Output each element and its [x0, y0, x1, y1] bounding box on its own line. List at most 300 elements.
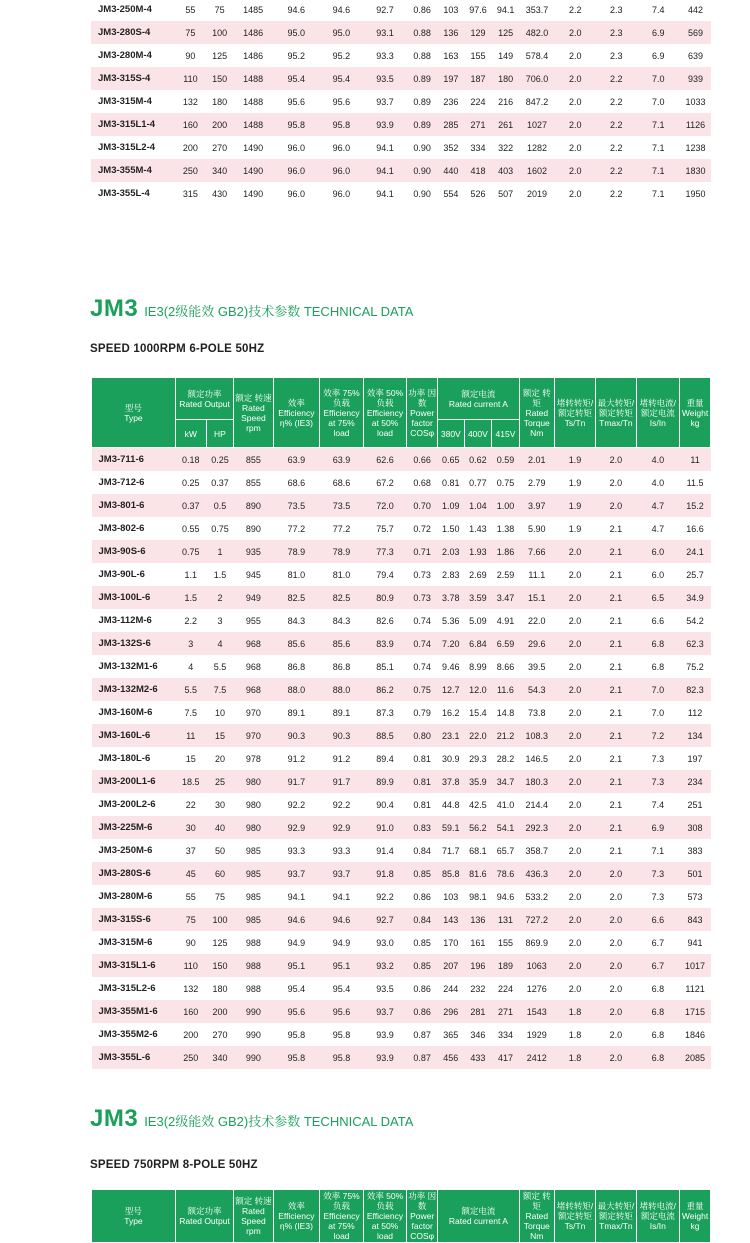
- table-cell: 2.01: [519, 448, 554, 472]
- table-cell: 87.3: [363, 701, 407, 724]
- table-cell: 131: [492, 908, 520, 931]
- table-row: [91, 136, 711, 159]
- table-cell: 1.43: [464, 517, 492, 540]
- table-cell: 0.89: [407, 113, 438, 136]
- table-cell: 2.03: [438, 540, 465, 563]
- table-cell: 1.09: [438, 494, 465, 517]
- table-row: [92, 655, 711, 678]
- header-power-factor: 功率 因数 Power factor COSφ: [408, 1191, 437, 1241]
- table-cell: 1.93: [464, 540, 492, 563]
- table-cell: 0.75: [492, 471, 520, 494]
- table-cell: 2.1: [596, 701, 636, 724]
- table-cell: 29.6: [519, 632, 554, 655]
- table-cell: 42.5: [464, 793, 492, 816]
- table-cell: 3.59: [464, 586, 492, 609]
- table-cell: 1.8: [554, 1046, 595, 1069]
- table-cell: 980: [234, 816, 273, 839]
- table-cell: 95.0: [320, 21, 364, 44]
- table-cell: 2.1: [596, 793, 636, 816]
- table-cell: 296: [438, 1000, 465, 1023]
- table-cell: 2.0: [554, 977, 595, 1000]
- table-cell: 4.0: [636, 448, 680, 472]
- table-cell: 2.59: [492, 563, 520, 586]
- table-cell: 271: [464, 113, 492, 136]
- table-cell: 2.0: [554, 563, 595, 586]
- table-cell: 1017: [680, 954, 711, 977]
- table-cell: 2.0: [554, 839, 595, 862]
- table-cell: 11.6: [492, 678, 520, 701]
- table-cell: 91.7: [320, 770, 364, 793]
- table-cell: 0.87: [407, 1046, 438, 1069]
- table-cell: 0.25: [206, 448, 234, 472]
- table-cell: 244: [438, 977, 465, 1000]
- table-cell: 96.0: [273, 159, 320, 182]
- table-cell: 21.2: [492, 724, 520, 747]
- header-output: 额定功率 Rated Output: [175, 1190, 233, 1243]
- data-table-6pole: [91, 377, 711, 1069]
- table-cell: 1830: [680, 159, 711, 182]
- table-cell: 0.75: [175, 540, 206, 563]
- cell-model: JM3-315L1-6: [92, 954, 176, 977]
- table-cell: 95.8: [320, 113, 364, 136]
- cell-model: JM3-355L-4: [91, 182, 175, 205]
- table-cell: 353.7: [519, 0, 554, 21]
- table-cell: 2.1: [596, 678, 636, 701]
- table-cell: 7.4: [636, 0, 680, 21]
- table-cell: 436.3: [519, 862, 554, 885]
- table-cell: 0.88: [407, 44, 438, 67]
- cell-model: JM3-280M-6: [92, 885, 176, 908]
- table-row: [92, 747, 711, 770]
- table-cell: 0.37: [175, 494, 206, 517]
- table-cell: 2019: [519, 182, 554, 205]
- table-cell: 3.47: [492, 586, 520, 609]
- table-cell: 30: [206, 793, 234, 816]
- cell-model: JM3-711-6: [92, 448, 176, 472]
- table-cell: 3: [175, 632, 206, 655]
- table-cell: 94.6: [320, 908, 364, 931]
- table-cell: 0.88: [407, 21, 438, 44]
- table-cell: 890: [234, 517, 273, 540]
- table-cell: 6.9: [636, 44, 680, 67]
- header-output: 额定功率 Rated Output: [175, 378, 233, 420]
- table-cell: 0.77: [464, 471, 492, 494]
- table-cell: 68.6: [320, 471, 364, 494]
- table-cell: 1.9: [554, 448, 595, 472]
- table-cell: 200: [175, 136, 206, 159]
- table-cell: 7.1: [636, 839, 680, 862]
- table-cell: 155: [464, 44, 492, 67]
- table-cell: 2.0: [555, 113, 596, 136]
- table-cell: 2.83: [438, 563, 465, 586]
- table-cell: 88.5: [363, 724, 407, 747]
- table-cell: 1490: [233, 182, 272, 205]
- table-cell: 2.1: [596, 632, 636, 655]
- table-cell: 95.8: [273, 113, 320, 136]
- table-cell: 189: [492, 954, 520, 977]
- table-cell: 2.0: [555, 44, 596, 67]
- table-cell: 100: [206, 21, 234, 44]
- table-cell: 79.4: [363, 563, 407, 586]
- table-cell: 4.91: [492, 609, 520, 632]
- table-cell: 86.2: [363, 678, 407, 701]
- table-cell: 89.1: [273, 701, 320, 724]
- header-400v: 400V: [464, 420, 492, 448]
- table-cell: 54.2: [680, 609, 711, 632]
- table-cell: 94.1: [363, 136, 407, 159]
- table-cell: 6.7: [636, 931, 680, 954]
- table-cell: 0.73: [407, 586, 438, 609]
- table-cell: 0.89: [407, 90, 438, 113]
- table-cell: 95.4: [273, 67, 320, 90]
- table-cell: 125: [206, 931, 234, 954]
- table-cell: 4: [175, 655, 206, 678]
- table-cell: 2.0: [554, 931, 595, 954]
- table-cell: 81.6: [464, 862, 492, 885]
- table-cell: 89.1: [320, 701, 364, 724]
- table-cell: 847.2: [519, 90, 554, 113]
- table-cell: 95.8: [273, 1046, 320, 1069]
- table-cell: 91.0: [363, 816, 407, 839]
- table-row: [92, 816, 711, 839]
- table-cell: 94.1: [320, 885, 364, 908]
- table-cell: 0.85: [407, 931, 438, 954]
- table-cell: 80.9: [363, 586, 407, 609]
- table-cell: 988: [234, 954, 273, 977]
- table-cell: 6.84: [464, 632, 492, 655]
- table-cell: 985: [234, 908, 273, 931]
- table-cell: 0.87: [407, 1023, 438, 1046]
- table-cell: 78.9: [273, 540, 320, 563]
- table-cell: 15.2: [680, 494, 711, 517]
- table-cell: 75: [206, 0, 234, 21]
- table-cell: 95.8: [320, 1046, 364, 1069]
- table-cell: 526: [464, 182, 492, 205]
- cell-model: JM3-315L2-4: [91, 136, 175, 159]
- table-row: [91, 90, 711, 113]
- table-cell: 1488: [233, 90, 272, 113]
- table-cell: 988: [234, 977, 273, 1000]
- table-cell: 2.0: [554, 632, 595, 655]
- table-cell: 146.5: [519, 747, 554, 770]
- table-cell: 94.9: [273, 931, 320, 954]
- table-cell: 92.2: [273, 793, 320, 816]
- cell-model: JM3-250M-4: [91, 0, 175, 21]
- table-row: [92, 494, 711, 517]
- table-cell: 340: [206, 1046, 234, 1069]
- table-cell: 501: [680, 862, 711, 885]
- table-cell: 2.0: [554, 678, 595, 701]
- table-cell: 234: [680, 770, 711, 793]
- table-cell: 1.38: [492, 517, 520, 540]
- table-cell: 0.84: [407, 839, 438, 862]
- table-cell: 6.8: [636, 1046, 680, 1069]
- table-cell: 214.4: [519, 793, 554, 816]
- cell-model: JM3-132M2-6: [92, 678, 176, 701]
- table-cell: 6.5: [636, 586, 680, 609]
- table-cell: 3.97: [519, 494, 554, 517]
- table-cell: 85.6: [273, 632, 320, 655]
- table-cell: 93.1: [363, 21, 407, 44]
- cell-model: JM3-280S-6: [92, 862, 176, 885]
- table-cell: 2.0: [596, 977, 636, 1000]
- table-cell: 28.2: [492, 747, 520, 770]
- table-row: [92, 931, 711, 954]
- table-cell: 403: [492, 159, 520, 182]
- table-cell: 1.86: [492, 540, 520, 563]
- table-cell: 16.6: [680, 517, 711, 540]
- table-cell: 90.3: [320, 724, 364, 747]
- table-cell: 1063: [519, 954, 554, 977]
- table-cell: 15.1: [519, 586, 554, 609]
- table-cell: 224: [464, 90, 492, 113]
- table-cell: 7.1: [636, 159, 680, 182]
- table-cell: 84.3: [320, 609, 364, 632]
- table-cell: 95.6: [273, 1000, 320, 1023]
- cell-model: JM3-180L-6: [92, 747, 176, 770]
- table-cell: 727.2: [519, 908, 554, 931]
- header-tmax-tn: 最大转矩/ 额定转矩 Tmax/Tn: [596, 378, 636, 448]
- table-cell: 430: [206, 182, 234, 205]
- header-weight: 重量 Weight kg: [680, 378, 711, 448]
- table-cell: 4.0: [636, 471, 680, 494]
- table-cell: 75.2: [680, 655, 711, 678]
- table-cell: 200: [206, 113, 234, 136]
- top-data-table: [91, 0, 711, 205]
- table-row: [92, 770, 711, 793]
- table-cell: 945: [234, 563, 273, 586]
- table-cell: 95.1: [273, 954, 320, 977]
- table-cell: 7.1: [636, 113, 680, 136]
- table-cell: 95.4: [320, 67, 364, 90]
- table-cell: 94.9: [320, 931, 364, 954]
- table-cell: 6.9: [636, 21, 680, 44]
- table-cell: 0.81: [407, 793, 438, 816]
- table-cell: 62.6: [363, 448, 407, 472]
- table-cell: 456: [438, 1046, 465, 1069]
- table-cell: 0.74: [407, 609, 438, 632]
- table-cell: 0.18: [175, 448, 206, 472]
- table-cell: 5.90: [519, 517, 554, 540]
- table-cell: 7.3: [636, 747, 680, 770]
- table-cell: 54.3: [519, 678, 554, 701]
- cell-model: JM3-225M-6: [92, 816, 176, 839]
- table-cell: 112: [680, 701, 711, 724]
- table-cell: 150: [206, 954, 234, 977]
- table-cell: 5.36: [438, 609, 465, 632]
- table-cell: 95.2: [320, 44, 364, 67]
- header-ts-tn: 堵转转矩/ 额定转矩 Ts/Tn: [554, 378, 595, 448]
- header-415v: 415V: [492, 420, 520, 448]
- table-cell: 92.9: [273, 816, 320, 839]
- table-cell: 346: [464, 1023, 492, 1046]
- section-title-small: IE3(2级能效 GB2)技术参数 TECHNICAL DATA: [144, 304, 414, 319]
- header-380v: 380V: [438, 420, 465, 448]
- table-cell: 75: [206, 885, 234, 908]
- table-cell: 0.72: [407, 517, 438, 540]
- table-cell: 2.0: [596, 494, 636, 517]
- table-cell: 197: [680, 747, 711, 770]
- table-row: [91, 44, 711, 67]
- table-cell: 4.7: [636, 517, 680, 540]
- table-cell: 3: [206, 609, 234, 632]
- table-cell: 2085: [680, 1046, 711, 1069]
- table-cell: 85.8: [438, 862, 465, 885]
- table-cell: 2.0: [554, 609, 595, 632]
- header-kw: kW: [175, 420, 206, 448]
- cell-model: JM3-315S-6: [92, 908, 176, 931]
- table-cell: 50: [206, 839, 234, 862]
- table-cell: 95.4: [320, 977, 364, 1000]
- table-cell: 91.2: [273, 747, 320, 770]
- table-cell: 97.6: [464, 0, 492, 21]
- table-cell: 110: [175, 67, 206, 90]
- cell-model: JM3-200L1-6: [92, 770, 176, 793]
- table-cell: 706.0: [519, 67, 554, 90]
- header-ts-tn: 堵转转矩/ 额定转矩 Ts/Tn: [554, 1190, 595, 1243]
- cell-model: JM3-280M-4: [91, 44, 175, 67]
- table-cell: 968: [234, 632, 273, 655]
- cell-model: JM3-315M-6: [92, 931, 176, 954]
- cell-model: JM3-801-6: [92, 494, 176, 517]
- table-cell: 1486: [233, 21, 272, 44]
- table-cell: 2.0: [554, 540, 595, 563]
- header-hp: HP: [206, 420, 234, 448]
- table-cell: 11.1: [519, 563, 554, 586]
- table-row: [91, 0, 711, 21]
- table-cell: 2.0: [555, 67, 596, 90]
- table-cell: 0.37: [206, 471, 234, 494]
- table-cell: 2.0: [596, 471, 636, 494]
- table-cell: 0.55: [175, 517, 206, 540]
- table-cell: 93.2: [363, 954, 407, 977]
- table-cell: 6.8: [636, 977, 680, 1000]
- cell-model: JM3-100L-6: [92, 586, 176, 609]
- table-cell: 39.5: [519, 655, 554, 678]
- table-cell: 1950: [680, 182, 711, 205]
- table-cell: 949: [234, 586, 273, 609]
- table-cell: 2.0: [555, 90, 596, 113]
- table-cell: 22.0: [464, 724, 492, 747]
- table-row: [92, 678, 711, 701]
- table-cell: 44.8: [438, 793, 465, 816]
- table-cell: 84.3: [273, 609, 320, 632]
- table-cell: 81.0: [273, 563, 320, 586]
- table-cell: 7.3: [636, 862, 680, 885]
- table-cell: 94.6: [273, 0, 320, 21]
- table-cell: 93.9: [363, 1023, 407, 1046]
- table-cell: 37: [175, 839, 206, 862]
- section-title-8pole: [90, 1105, 413, 1133]
- table-cell: 95.6: [273, 90, 320, 113]
- table-cell: 196: [464, 954, 492, 977]
- table-row: [92, 471, 711, 494]
- table-cell: 73.5: [320, 494, 364, 517]
- table-cell: 93.7: [363, 1000, 407, 1023]
- table-cell: 18.5: [175, 770, 206, 793]
- table-cell: 216: [492, 90, 520, 113]
- table-cell: 0.86: [407, 0, 438, 21]
- table-cell: 1282: [519, 136, 554, 159]
- table-cell: 2.0: [596, 885, 636, 908]
- table-cell: 2.2: [596, 136, 636, 159]
- table-cell: 68.1: [464, 839, 492, 862]
- table-cell: 90.4: [363, 793, 407, 816]
- table-cell: 2412: [519, 1046, 554, 1069]
- table-cell: 978: [234, 747, 273, 770]
- table-cell: 92.7: [363, 0, 407, 21]
- table-cell: 161: [464, 931, 492, 954]
- cell-model: JM3-355M1-6: [92, 1000, 176, 1023]
- table-cell: 0.68: [407, 471, 438, 494]
- table-cell: 92.2: [320, 793, 364, 816]
- table-cell: 15.4: [464, 701, 492, 724]
- table-cell: 7.1: [636, 136, 680, 159]
- speed-label-8pole: SPEED 750RPM 8-POLE 50HZ: [90, 1159, 258, 1171]
- table-cell: 2.1: [596, 724, 636, 747]
- table-cell: 1490: [233, 159, 272, 182]
- table-row: [92, 1000, 711, 1023]
- table-cell: 1486: [233, 44, 272, 67]
- table-cell: 25: [206, 770, 234, 793]
- table-cell: 2.2: [596, 159, 636, 182]
- table-cell: 352: [438, 136, 465, 159]
- table-cell: 2.1: [596, 839, 636, 862]
- table-cell: 2.0: [596, 954, 636, 977]
- table-cell: 143: [438, 908, 465, 931]
- table-header: [92, 378, 711, 448]
- table-cell: 30: [175, 816, 206, 839]
- table-cell: 149: [492, 44, 520, 67]
- table-cell: 134: [680, 724, 711, 747]
- table-cell: 224: [492, 977, 520, 1000]
- table-cell: 308: [680, 816, 711, 839]
- table-cell: 1276: [519, 977, 554, 1000]
- table-cell: 0.86: [407, 885, 438, 908]
- table-cell: 7.1: [636, 182, 680, 205]
- table-cell: 232: [464, 977, 492, 1000]
- table-cell: 34.7: [492, 770, 520, 793]
- header-weight: 重量 Weight kg: [680, 1190, 711, 1243]
- table-cell: 180: [206, 977, 234, 1000]
- table-cell: 129: [464, 21, 492, 44]
- cell-model: JM3-355L-6: [92, 1046, 176, 1069]
- table-cell: 0.70: [407, 494, 438, 517]
- table-cell: 2.3: [596, 44, 636, 67]
- table-cell: 25.7: [680, 563, 711, 586]
- table-cell: 970: [234, 701, 273, 724]
- table-row: [92, 517, 711, 540]
- table-cell: 990: [234, 1023, 273, 1046]
- table-cell: 2.0: [596, 1000, 636, 1023]
- table-cell: 197: [438, 67, 465, 90]
- table-cell: 93.3: [320, 839, 364, 862]
- table-cell: 1.5: [175, 586, 206, 609]
- table-cell: 0.86: [407, 977, 438, 1000]
- table-cell: 0.81: [438, 471, 465, 494]
- table-row: [92, 540, 711, 563]
- table-cell: 1027: [519, 113, 554, 136]
- table-cell: 482.0: [519, 21, 554, 44]
- table-cell: 322: [492, 136, 520, 159]
- table-cell: 55: [175, 0, 206, 21]
- section-title-big: JM3: [90, 295, 139, 322]
- table-cell: 7.0: [636, 90, 680, 113]
- table-cell: 9.46: [438, 655, 465, 678]
- table-cell: 136: [464, 908, 492, 931]
- table-cell: 93.7: [273, 862, 320, 885]
- header-efficiency-50: 效率 50%负载 Efficiency at 50% load: [363, 1190, 407, 1243]
